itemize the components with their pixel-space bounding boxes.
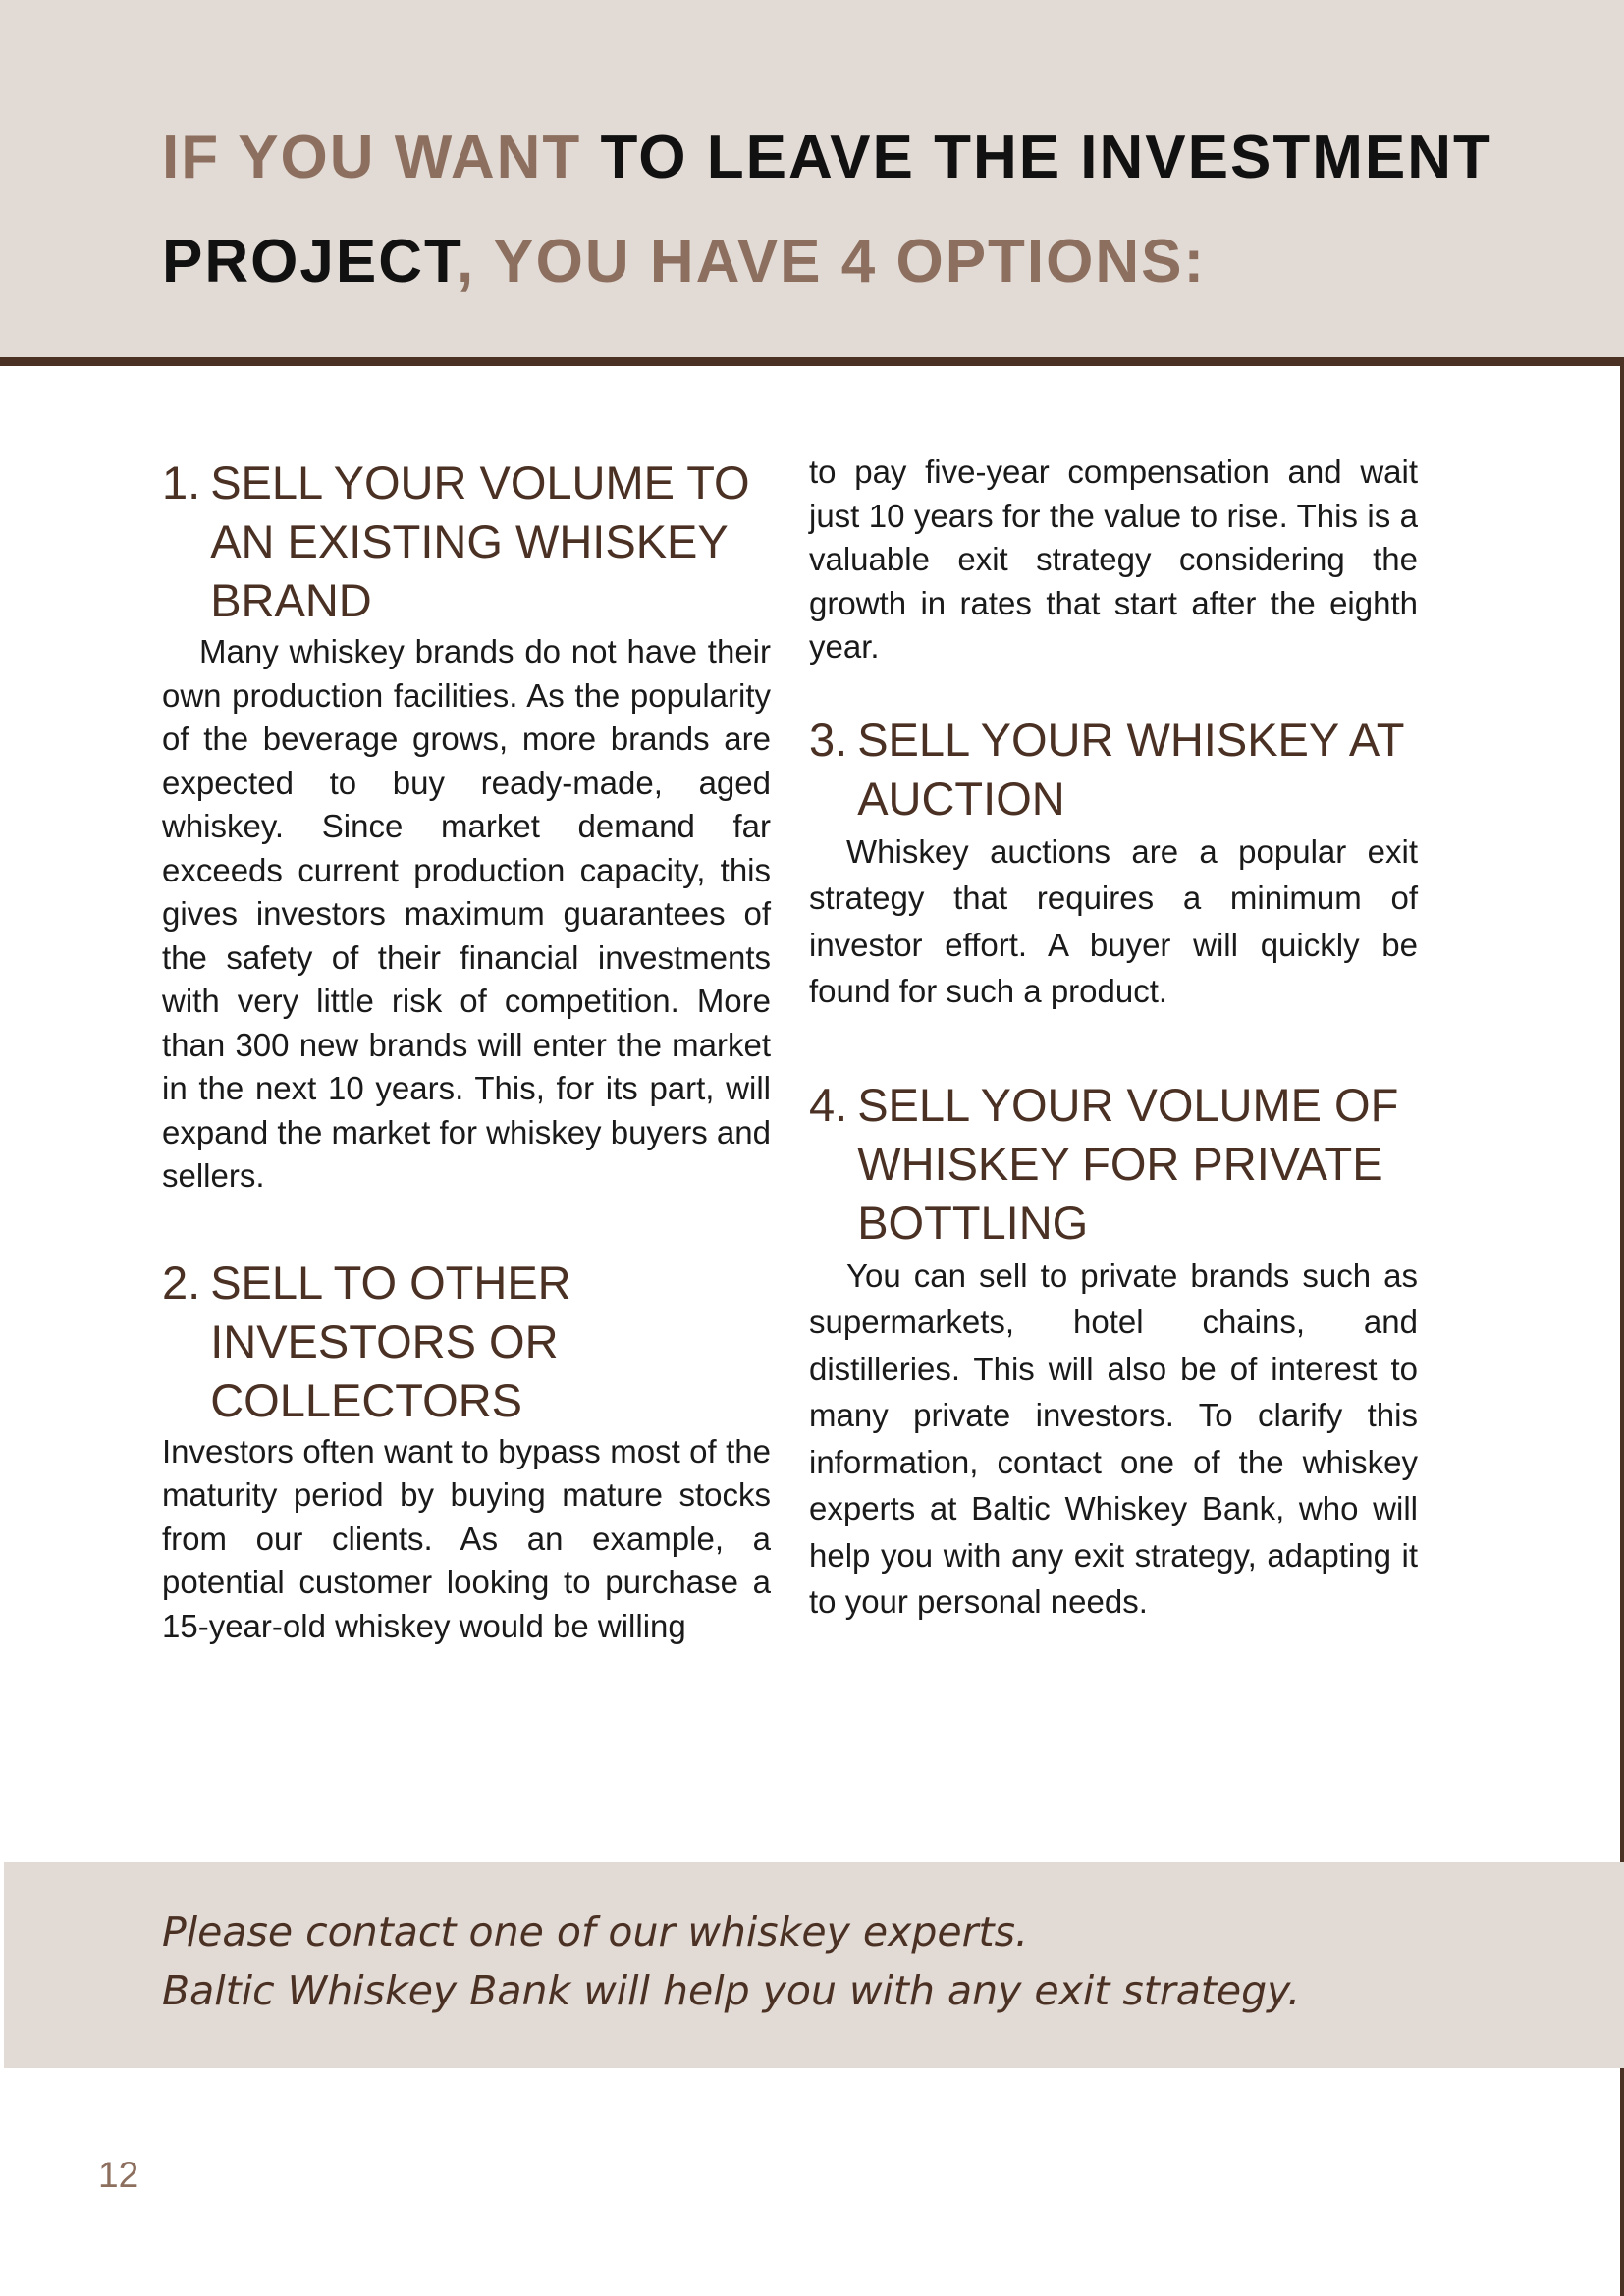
section-1-title: SELL YOUR VOLUME TO AN EXISTING WHISKEY BRAND bbox=[210, 456, 750, 626]
section-4-title: SELL YOUR VOLUME OF WHISKEY FOR PRIVATE BOTTLING bbox=[857, 1078, 1399, 1249]
page-number: 12 bbox=[98, 2155, 139, 2195]
contact-line-2: Baltic Whiskey Bank will help you with any exit strategy. bbox=[162, 1967, 1301, 2014]
header-divider bbox=[0, 357, 1624, 366]
section-2-title: SELL TO OTHER INVESTORS OR COLLECTORS bbox=[210, 1255, 571, 1426]
right-column bbox=[809, 454, 1418, 1626]
section-3-heading bbox=[809, 711, 1418, 828]
section-4-number: 4. bbox=[809, 1078, 848, 1131]
section-2-body-continued: to pay five-year compensation and wait just 10 years for the value to rise. This is a valuable exit strategy considering the growth in rates that start after the eighth year. bbox=[809, 454, 1418, 665]
contact-callout bbox=[162, 1902, 1537, 2020]
section-3-number: 3. bbox=[809, 713, 848, 766]
contact-line-1: Please contact one of our whiskey experts. bbox=[162, 1908, 1028, 1955]
section-1-heading bbox=[162, 454, 771, 630]
section-2-heading bbox=[162, 1254, 771, 1430]
section-1-number: 1. bbox=[162, 456, 201, 508]
section-4-body: You can sell to private brands such as supermarkets, hotel chains, and distilleries. This will also be of interest to many private investors. To clarify this information, contact one of the whiskey experts at Baltic Whiskey Bank, who will help you with any exit strategy, adapting it to your personal needs. bbox=[809, 1256, 1418, 1620]
headline-part-1: IF YOU WANT bbox=[162, 124, 601, 191]
page-headline bbox=[162, 106, 1497, 314]
left-column bbox=[162, 454, 771, 1648]
section-1-body: Many whiskey brands do not have their own production facilities. As the popularity of the beverage grows, more brands are expected to buy ready-made, aged whiskey. Since market demand far exceeds current production capacity, this gives investors maximum guarantees of the safety of their financial investments with very little risk of competition. More than 300 new brands will enter the market in the next 10 years. This, for its part, will expand the market for whiskey buyers and sellers. bbox=[162, 633, 771, 1194]
section-2-number: 2. bbox=[162, 1255, 201, 1308]
section-2-body: Investors often want to bypass most of the maturity period by buying mature stocks from our clients. As an example, a potential customer looking to purchase a 15-year-old whiskey would be willing bbox=[162, 1432, 771, 1644]
section-3-body: Whiskey auctions are a popular exit strategy that requires a minimum of investor effort. A buyer will quickly be found for such a product. bbox=[809, 832, 1418, 1009]
section-4-heading bbox=[809, 1076, 1418, 1253]
section-3-title: SELL YOUR WHISKEY AT AUCTION bbox=[857, 713, 1404, 825]
headline-part-2: TO LEAVE THE INVESTMENT PROJECT bbox=[162, 124, 1492, 295]
headline-part-3: , YOU HAVE 4 OPTIONS: bbox=[456, 228, 1207, 295]
